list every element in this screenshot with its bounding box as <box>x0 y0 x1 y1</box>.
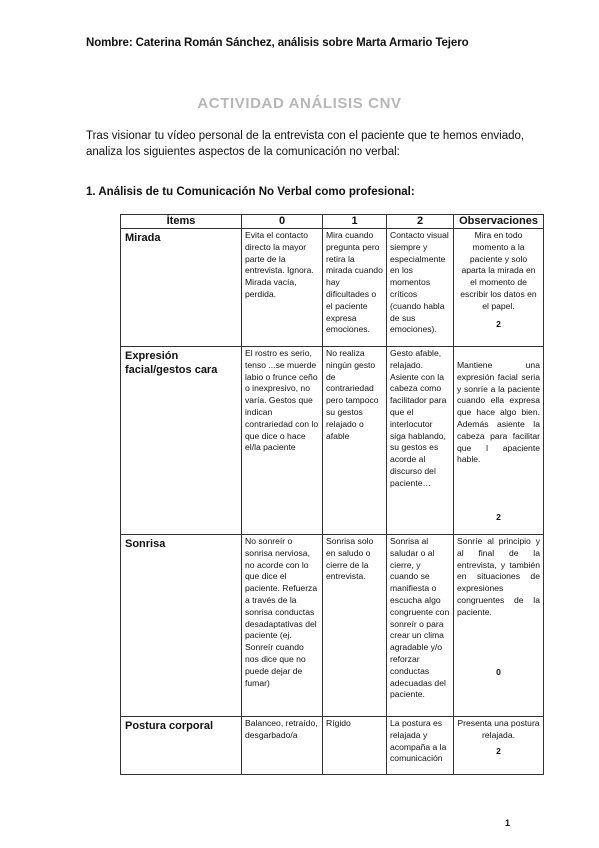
header-items: Ítems <box>121 215 242 229</box>
intro-paragraph: Tras visionar tu vídeo personal de la entrevista con el paciente que te hemos enviado, analiza los siguientes aspectos de la comunicación no verbal: <box>86 130 525 158</box>
row-criteria-1: Rígido <box>323 717 387 775</box>
header-score-2: 2 <box>387 215 454 229</box>
row-criteria-1: No realiza ningún gesto de contrariedad pero tampoco su gestos relajado o afable <box>323 347 387 535</box>
row-criteria-2: Contacto visual siempre y especialmente en los momentos críticos (cuando habla de sus emociones). <box>387 229 454 347</box>
table-header-row <box>121 215 544 229</box>
header-observations: Observaciones <box>454 215 544 229</box>
author-line: Nombre: Caterina Román Sánchez, análisis sobre Marta Armario Tejero <box>86 37 469 49</box>
row-criteria-0: No sonreír o sonrisa nerviosa, no acorde con lo que dice el paciente. Refuerza a través de la sonrisa conductas desadaptativas del paciente (ej. Sonreír cuando nos dice que no puede dejar de fumar) <box>242 535 323 717</box>
row-observation: Mantiene una expresión facial seria y sonríe a la paciente cuando ella expresa que hace algo bien. Además asiente la cabeza para facilitar que l apaciente hable. <box>457 360 540 465</box>
row-criteria-1: Sonrisa solo en saludo o cierre de la entrevista. <box>323 535 387 717</box>
header-score-0: 0 <box>242 215 323 229</box>
page-number: 1 <box>505 818 511 828</box>
row-item: Mirada <box>121 229 242 347</box>
row-criteria-0: El rostro es serio, tenso ...se muerde labio o frunce ceño o inexpresivo, no varía. Gestos que indican contrariedad con lo que dice o hace el/la paciente <box>242 347 323 535</box>
row-item: Postura corporal <box>121 717 242 775</box>
row-observation: Presenta una postura relajada. <box>457 718 540 740</box>
row-criteria-2: Gesto afable, relajado. Asiente con la cabeza como facilitador para que el interlocutor siga hablando, su gestos es acorde al discurso del paciente… <box>387 347 454 535</box>
table-row <box>121 717 544 775</box>
table-row <box>121 347 544 535</box>
row-criteria-2: La postura es relajada y acompaña a la comunicación <box>387 717 454 775</box>
row-observation-cell <box>454 535 544 717</box>
row-observation: Mira en todo momento a la paciente y solo aparta la mirada en el momento de escribir los datos en el papel. <box>460 230 537 311</box>
analysis-table <box>120 214 544 775</box>
row-observation-cell <box>454 717 544 775</box>
row-observation-cell <box>454 229 544 347</box>
row-criteria-0: Balanceo, retraído, desgarbado/a <box>242 717 323 775</box>
table-row <box>121 229 544 347</box>
row-score: 2 <box>496 512 501 523</box>
section-title: 1. Análisis de tu Comunicación No Verbal como profesional: <box>86 186 415 198</box>
row-score: 2 <box>496 745 501 756</box>
row-criteria-2: Sonrisa al saludar o al cierre, y cuando se manifiesta o escucha algo congruente con sonreír o para crear un clima agradable y/o reforzar conductas adecuadas del paciente. <box>387 535 454 717</box>
header-score-1: 1 <box>323 215 387 229</box>
row-item: Expresión facial/gestos cara <box>121 347 242 535</box>
row-criteria-0: Evita el contacto directo la mayor parte de la entrevista. Ignora. Mirada vacía, perdida. <box>242 229 323 347</box>
table-row <box>121 535 544 717</box>
row-criteria-1: Mira cuando pregunta pero retira la mirada cuando hay dificultades o el paciente expresa emociones. <box>323 229 387 347</box>
page-title: ACTIVIDAD ANÁLISIS CNV <box>197 95 402 112</box>
row-observation: Sonríe al principio y al final de la entrevista, y también en situaciones de expresiones congruentes de la paciente. <box>457 536 540 617</box>
row-score: 2 <box>496 318 501 329</box>
row-item: Sonrisa <box>121 535 242 717</box>
row-observation-cell <box>454 347 544 535</box>
row-score: 0 <box>496 666 501 677</box>
